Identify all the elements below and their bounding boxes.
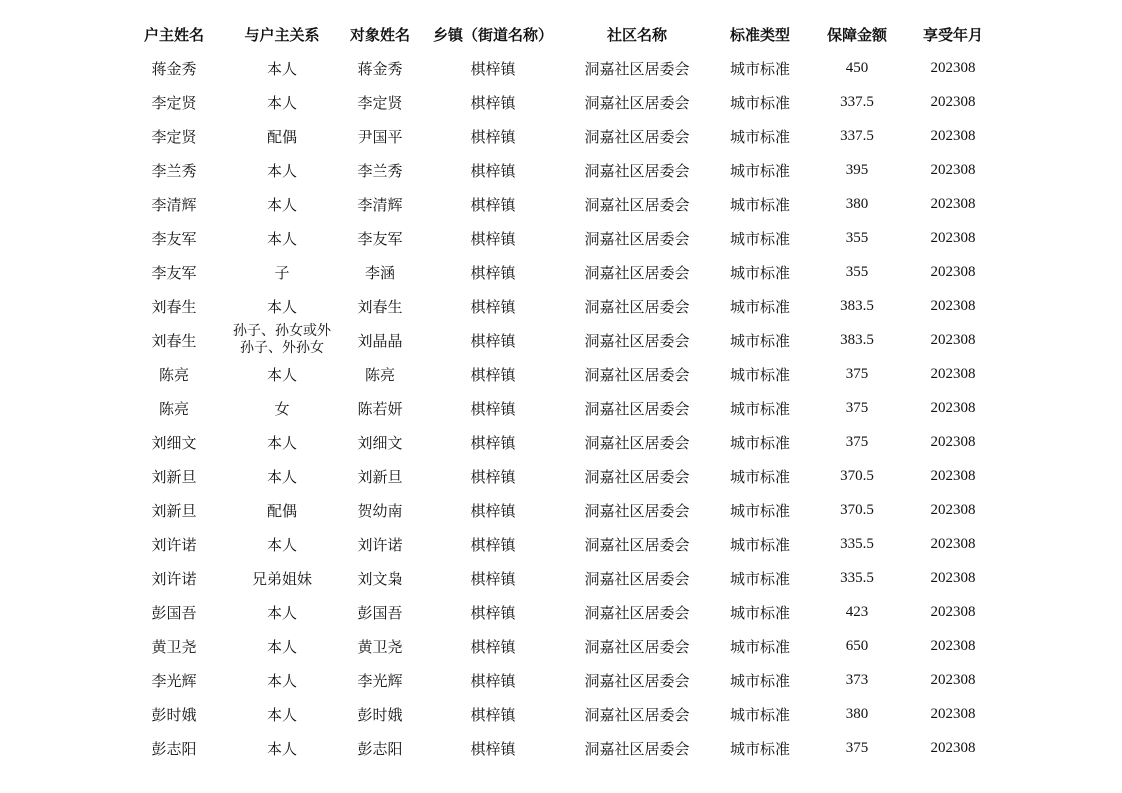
household-head-cell: 刘许诺 xyxy=(151,569,197,588)
table-row xyxy=(120,459,1000,493)
community-cell: 洞嘉社区居委会 xyxy=(584,603,690,622)
recipient-name-cell: 刘文枭 xyxy=(357,569,403,588)
period-cell: 202308 xyxy=(930,195,976,212)
amount-cell: 380 xyxy=(845,705,869,722)
period-cell: 202308 xyxy=(930,399,976,416)
household-head-cell: 刘许诺 xyxy=(151,535,197,554)
period-cell: 202308 xyxy=(930,467,976,484)
period-cell: 202308 xyxy=(930,365,976,382)
standard-type-cell: 城市标准 xyxy=(729,535,790,554)
recipient-name-cell: 李兰秀 xyxy=(357,161,403,180)
community-cell: 洞嘉社区居委会 xyxy=(584,297,690,316)
amount-cell: 375 xyxy=(845,739,869,756)
amount-cell: 355 xyxy=(845,229,869,246)
amount-cell: 335.5 xyxy=(840,535,874,552)
relation-cell: 本人 xyxy=(266,671,297,690)
table-row xyxy=(120,119,1000,153)
standard-type-cell: 城市标准 xyxy=(729,59,790,78)
standard-type-cell: 城市标准 xyxy=(729,433,790,452)
community-cell: 洞嘉社区居委会 xyxy=(584,637,690,656)
town-cell: 棋梓镇 xyxy=(470,331,516,350)
table-row xyxy=(120,561,1000,595)
relation-cell: 本人 xyxy=(266,229,297,248)
town-cell: 棋梓镇 xyxy=(470,263,516,282)
recipient-name-cell: 黄卫尧 xyxy=(357,637,403,656)
recipient-name-cell: 李定贤 xyxy=(357,93,403,112)
household-head-cell: 陈亮 xyxy=(158,365,189,384)
town-cell: 棋梓镇 xyxy=(470,637,516,656)
table-body xyxy=(120,51,1000,765)
standard-type-cell: 城市标准 xyxy=(729,603,790,622)
table-row xyxy=(120,221,1000,255)
recipient-name-cell: 陈亮 xyxy=(364,365,395,384)
table-row xyxy=(120,85,1000,119)
household-head-cell: 李兰秀 xyxy=(151,161,197,180)
community-cell: 洞嘉社区居委会 xyxy=(584,433,690,452)
town-cell: 棋梓镇 xyxy=(470,229,516,248)
community-cell: 洞嘉社区居委会 xyxy=(584,229,690,248)
community-cell: 洞嘉社区居委会 xyxy=(584,365,690,384)
town-cell: 棋梓镇 xyxy=(470,59,516,78)
community-cell: 洞嘉社区居委会 xyxy=(584,569,690,588)
town-cell: 棋梓镇 xyxy=(470,603,516,622)
town-cell: 棋梓镇 xyxy=(470,501,516,520)
relation-cell: 本人 xyxy=(266,637,297,656)
amount-cell: 337.5 xyxy=(840,93,874,110)
period-cell: 202308 xyxy=(930,535,976,552)
recipient-name-cell: 蒋金秀 xyxy=(357,59,403,78)
table-row xyxy=(120,425,1000,459)
standard-type-cell: 城市标准 xyxy=(729,467,790,486)
standard-type-header: 标准类型 xyxy=(729,25,790,44)
town-cell: 棋梓镇 xyxy=(470,433,516,452)
town-cell: 棋梓镇 xyxy=(470,365,516,384)
standard-type-cell: 城市标准 xyxy=(729,671,790,690)
town-cell: 棋梓镇 xyxy=(470,127,516,146)
period-cell: 202308 xyxy=(930,501,976,518)
relation-cell: 本人 xyxy=(266,365,297,384)
amount-cell: 383.5 xyxy=(840,331,874,348)
recipient-name-cell: 李涵 xyxy=(364,263,395,282)
town-cell: 棋梓镇 xyxy=(470,399,516,418)
household-head-cell: 刘细文 xyxy=(151,433,197,452)
relation-cell: 本人 xyxy=(266,59,297,78)
household-head-cell: 彭国吾 xyxy=(151,603,197,622)
period-cell: 202308 xyxy=(930,93,976,110)
recipient-name-cell: 李清辉 xyxy=(357,195,403,214)
town-cell: 棋梓镇 xyxy=(470,161,516,180)
relation-cell: 配偶 xyxy=(266,127,297,146)
table-row xyxy=(120,357,1000,391)
relation-cell: 女 xyxy=(274,399,290,418)
relation-cell: 本人 xyxy=(266,705,297,724)
standard-type-cell: 城市标准 xyxy=(729,229,790,248)
period-cell: 202308 xyxy=(930,59,976,76)
amount-cell: 337.5 xyxy=(840,127,874,144)
standard-type-cell: 城市标准 xyxy=(729,501,790,520)
relation-cell: 本人 xyxy=(266,467,297,486)
relation-cell: 本人 xyxy=(266,161,297,180)
table-row xyxy=(120,187,1000,221)
community-cell: 洞嘉社区居委会 xyxy=(584,331,690,350)
community-header: 社区名称 xyxy=(606,25,667,44)
town-cell: 棋梓镇 xyxy=(470,195,516,214)
household-head-cell: 刘新旦 xyxy=(151,467,197,486)
amount-cell: 375 xyxy=(845,399,869,416)
period-cell: 202308 xyxy=(930,229,976,246)
recipient-name-cell: 彭志阳 xyxy=(357,739,403,758)
amount-cell: 450 xyxy=(845,59,869,76)
recipient-name-header: 对象姓名 xyxy=(349,25,410,44)
relation-cell: 本人 xyxy=(266,195,297,214)
community-cell: 洞嘉社区居委会 xyxy=(584,93,690,112)
community-cell: 洞嘉社区居委会 xyxy=(584,739,690,758)
standard-type-cell: 城市标准 xyxy=(729,93,790,112)
period-cell: 202308 xyxy=(930,263,976,280)
amount-cell: 335.5 xyxy=(840,569,874,586)
period-cell: 202308 xyxy=(930,161,976,178)
table-row xyxy=(120,323,1000,357)
community-cell: 洞嘉社区居委会 xyxy=(584,501,690,520)
amount-cell: 423 xyxy=(845,603,869,620)
recipient-name-cell: 刘新旦 xyxy=(357,467,403,486)
period-cell: 202308 xyxy=(930,297,976,314)
household-head-cell: 彭时娥 xyxy=(151,705,197,724)
table-row xyxy=(120,51,1000,85)
standard-type-cell: 城市标准 xyxy=(729,365,790,384)
standard-type-cell: 城市标准 xyxy=(729,263,790,282)
household-head-cell: 李友军 xyxy=(151,229,197,248)
community-cell: 洞嘉社区居委会 xyxy=(584,671,690,690)
table-row xyxy=(120,663,1000,697)
period-cell: 202308 xyxy=(930,739,976,756)
community-cell: 洞嘉社区居委会 xyxy=(584,399,690,418)
community-cell: 洞嘉社区居委会 xyxy=(584,161,690,180)
standard-type-cell: 城市标准 xyxy=(729,161,790,180)
town-cell: 棋梓镇 xyxy=(470,535,516,554)
relation-cell: 本人 xyxy=(266,603,297,622)
household-head-cell: 陈亮 xyxy=(158,399,189,418)
table-row xyxy=(120,255,1000,289)
period-cell: 202308 xyxy=(930,569,976,586)
recipient-name-cell: 彭时娥 xyxy=(357,705,403,724)
standard-type-cell: 城市标准 xyxy=(729,739,790,758)
recipient-name-cell: 刘许诺 xyxy=(357,535,403,554)
relation-cell: 配偶 xyxy=(266,501,297,520)
community-cell: 洞嘉社区居委会 xyxy=(584,263,690,282)
amount-cell: 375 xyxy=(845,433,869,450)
recipient-name-cell: 贺幼南 xyxy=(357,501,403,520)
table-row xyxy=(120,731,1000,765)
standard-type-cell: 城市标准 xyxy=(729,331,790,350)
recipient-name-cell: 尹国平 xyxy=(357,127,403,146)
period-cell: 202308 xyxy=(930,433,976,450)
period-header: 享受年月 xyxy=(922,25,983,44)
recipient-name-cell: 李友军 xyxy=(357,229,403,248)
amount-header: 保障金额 xyxy=(826,25,887,44)
relation-cell: 本人 xyxy=(266,297,297,316)
period-cell: 202308 xyxy=(930,637,976,654)
household-head-cell: 李光辉 xyxy=(151,671,197,690)
town-cell: 棋梓镇 xyxy=(470,671,516,690)
table-row xyxy=(120,697,1000,731)
relation-cell: 本人 xyxy=(266,535,297,554)
amount-cell: 375 xyxy=(845,365,869,382)
amount-cell: 370.5 xyxy=(840,467,874,484)
town-header: 乡镇（街道名称） xyxy=(432,25,553,44)
recipient-name-cell: 刘细文 xyxy=(357,433,403,452)
household-head-cell: 李定贤 xyxy=(151,93,197,112)
period-cell: 202308 xyxy=(930,705,976,722)
household-head-cell: 彭志阳 xyxy=(151,739,197,758)
amount-cell: 380 xyxy=(845,195,869,212)
period-cell: 202308 xyxy=(930,127,976,144)
table-row xyxy=(120,527,1000,561)
relation-cell: 孙子、孙女或外孙子、外孙女 xyxy=(233,323,331,356)
community-cell: 洞嘉社区居委会 xyxy=(584,127,690,146)
household-head-cell: 李友军 xyxy=(151,263,197,282)
community-cell: 洞嘉社区居委会 xyxy=(584,467,690,486)
household-head-header: 户主姓名 xyxy=(143,25,204,44)
community-cell: 洞嘉社区居委会 xyxy=(584,535,690,554)
household-head-cell: 刘春生 xyxy=(151,297,197,316)
recipient-name-cell: 李光辉 xyxy=(357,671,403,690)
standard-type-cell: 城市标准 xyxy=(729,399,790,418)
town-cell: 棋梓镇 xyxy=(470,705,516,724)
household-head-cell: 刘春生 xyxy=(151,331,197,350)
standard-type-cell: 城市标准 xyxy=(729,569,790,588)
table-row xyxy=(120,629,1000,663)
household-head-cell: 蒋金秀 xyxy=(151,59,197,78)
recipient-name-cell: 刘春生 xyxy=(357,297,403,316)
amount-cell: 395 xyxy=(845,161,869,178)
recipient-name-cell: 刘晶晶 xyxy=(357,331,403,350)
relation-cell: 兄弟姐妹 xyxy=(251,569,312,588)
standard-type-cell: 城市标准 xyxy=(729,195,790,214)
recipient-name-cell: 彭国吾 xyxy=(357,603,403,622)
table-row xyxy=(120,595,1000,629)
standard-type-cell: 城市标准 xyxy=(729,297,790,316)
table-row xyxy=(120,289,1000,323)
period-cell: 202308 xyxy=(930,603,976,620)
amount-cell: 355 xyxy=(845,263,869,280)
standard-type-cell: 城市标准 xyxy=(729,705,790,724)
household-head-cell: 黄卫尧 xyxy=(151,637,197,656)
town-cell: 棋梓镇 xyxy=(470,467,516,486)
town-cell: 棋梓镇 xyxy=(470,739,516,758)
table-header-row xyxy=(120,17,1000,51)
period-cell: 202308 xyxy=(930,671,976,688)
town-cell: 棋梓镇 xyxy=(470,93,516,112)
town-cell: 棋梓镇 xyxy=(470,297,516,316)
amount-cell: 650 xyxy=(845,637,869,654)
relation-cell: 子 xyxy=(274,263,290,282)
relation-cell: 本人 xyxy=(266,739,297,758)
recipient-name-cell: 陈若妍 xyxy=(357,399,403,418)
amount-cell: 383.5 xyxy=(840,297,874,314)
household-head-cell: 李定贤 xyxy=(151,127,197,146)
amount-cell: 370.5 xyxy=(840,501,874,518)
amount-cell: 373 xyxy=(845,671,869,688)
household-head-cell: 刘新旦 xyxy=(151,501,197,520)
community-cell: 洞嘉社区居委会 xyxy=(584,59,690,78)
community-cell: 洞嘉社区居委会 xyxy=(584,705,690,724)
table-row xyxy=(120,493,1000,527)
period-cell: 202308 xyxy=(930,331,976,348)
town-cell: 棋梓镇 xyxy=(470,569,516,588)
community-cell: 洞嘉社区居委会 xyxy=(584,195,690,214)
relation-header: 与户主关系 xyxy=(244,25,320,44)
standard-type-cell: 城市标准 xyxy=(729,637,790,656)
relation-cell: 本人 xyxy=(266,433,297,452)
standard-type-cell: 城市标准 xyxy=(729,127,790,146)
table-row xyxy=(120,391,1000,425)
household-head-cell: 李清辉 xyxy=(151,195,197,214)
table-row xyxy=(120,153,1000,187)
beneficiary-table xyxy=(120,17,1000,765)
relation-cell: 本人 xyxy=(266,93,297,112)
